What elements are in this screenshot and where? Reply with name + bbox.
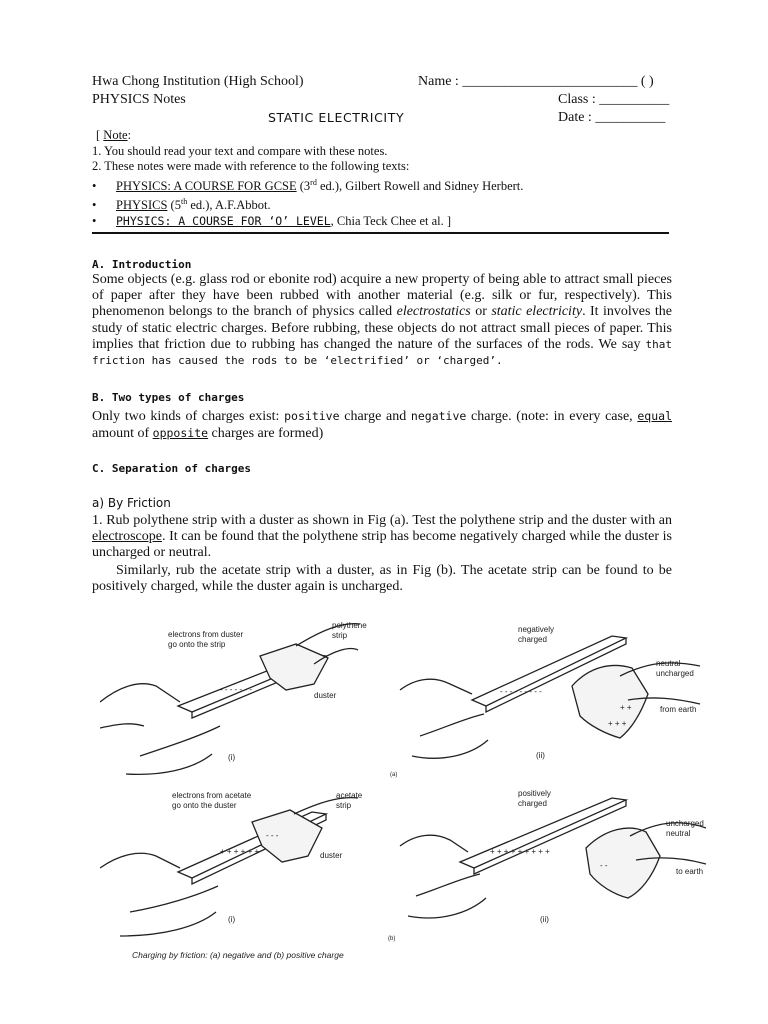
term-equal: equal — [637, 409, 672, 423]
reference-2: • PHYSICS (5th ed.), A.F.Abbot. — [92, 197, 271, 213]
text-run: charge. (note: in every case, — [466, 409, 638, 424]
label-positively: positively — [518, 789, 551, 798]
divider — [92, 232, 669, 234]
note-colon: : — [127, 128, 132, 142]
reference-text: ed.), Gilbert Rowell and Sidney Herbert. — [316, 178, 524, 193]
label-electrons-from-duster-2: go onto the strip — [168, 640, 226, 649]
reference-title: PHYSICS: A COURSE FOR ‘O’ LEVEL — [116, 213, 331, 228]
reference-title: PHYSICS: A COURSE FOR GCSE — [116, 178, 297, 193]
subsection-friction: a) By Friction — [92, 496, 171, 510]
note-item-2: 2. These notes were made with reference to the following texts: — [92, 159, 410, 173]
notes-block — [92, 128, 672, 229]
section-c-paragraph-2: Similarly, rub the acetate strip with a duster, as in Fig (b). The acetate strip can be found to be positively charged, while the duster again is uncharged. — [92, 563, 672, 595]
term-negative: negative — [410, 409, 467, 423]
section-a-paragraph — [92, 272, 672, 369]
charging-by-friction-figure — [100, 606, 712, 976]
label-to-earth: to earth — [676, 867, 704, 876]
term-static-electricity: static electricity — [491, 304, 583, 320]
figure-b-ii-drawing — [400, 798, 706, 918]
svg-text:+ + +: + + + — [608, 719, 627, 728]
note-label: Note — [103, 128, 128, 142]
label-acetate-strip: strip — [336, 801, 352, 810]
label-uncharged-b: uncharged — [666, 819, 704, 828]
text-run: or — [470, 304, 492, 320]
label-polythene: polythene — [332, 621, 367, 630]
text-run: 1. Rub polythene strip with a duster as shown in Fig (a). Test the polythene strip and the duster with an — [92, 513, 672, 528]
label-electrons-from-acetate: electrons from acetate — [172, 791, 252, 800]
term-opposite: opposite — [152, 426, 209, 441]
fig-a-i-number: (i) — [228, 753, 236, 762]
fig-a-ii-number: (ii) — [536, 751, 545, 760]
page-title: STATIC ELECTRICITY — [268, 110, 405, 125]
fig-b-ii-number: (ii) — [540, 915, 549, 924]
reference-text: (3 — [296, 178, 311, 193]
fig-a-tag: (a) — [390, 772, 398, 778]
text-run: amount of — [92, 426, 153, 442]
term-positive: positive — [284, 409, 340, 423]
section-b-heading: B. Two types of charges — [92, 391, 245, 404]
fig-b-tag: (b) — [388, 936, 396, 942]
label-duster-b: duster — [320, 851, 343, 860]
date-field-label: Date : __________ — [558, 110, 666, 125]
section-c-heading: C. Separation of charges — [92, 462, 251, 475]
superscript: th — [180, 197, 188, 207]
fig-b-i-number: (i) — [228, 915, 236, 924]
svg-text:+ +: + + — [620, 703, 632, 712]
note-bracket: [ — [96, 128, 104, 142]
svg-text:+ + + + + +: + + + + + + — [220, 847, 260, 856]
label-electrons-from-duster: electrons from duster — [168, 630, 244, 639]
label-acetate: acetate — [336, 791, 363, 800]
reference-text: , Chia Teck Chee et al. ] — [330, 213, 452, 228]
reference-1: • PHYSICS: A COURSE FOR GCSE (3rd ed.), Gilbert Rowell and Sidney Herbert. — [92, 177, 524, 193]
reference-text: ed.), A.F.Abbot. — [187, 198, 271, 213]
svg-text:- -: - - — [600, 861, 608, 870]
svg-text:- - - - - - -: - - - - - - - — [220, 685, 252, 694]
svg-text:- - - - - - - - -: - - - - - - - - - — [500, 687, 542, 696]
section-a-heading: A. Introduction — [92, 258, 192, 271]
label-neutral-b: neutral — [666, 829, 691, 838]
note-item-1: 1. You should read your text and compare with these notes. — [92, 143, 388, 158]
text-run: Only two kinds of charges exist: — [92, 409, 285, 424]
text-run: Some objects (e.g. glass rod or ebonite rod) acquire a new property of being able to attract small pieces of paper after they have been rubbed with another material (e.g. silk or fur, respectively). This phenomenon belongs to the branch of physics called — [92, 272, 672, 320]
term-electroscope: electroscope — [92, 529, 162, 545]
text-run: . It can be found that the polythene strip has become negatively charged while the duster is uncharged or neutral. — [92, 529, 672, 561]
text-run: charge and — [339, 409, 411, 424]
text-run: charges are formed) — [208, 426, 324, 442]
section-c-paragraph-1 — [92, 513, 672, 562]
subject-label: PHYSICS Notes — [92, 92, 186, 107]
term-electrostatics: electrostatics — [396, 304, 471, 320]
svg-text:+ + + + + + + + +: + + + + + + + + + — [490, 847, 550, 856]
label-positively-charged: charged — [518, 799, 547, 808]
label-from-earth: from earth — [660, 705, 697, 714]
class-field-label: Class : __________ — [558, 92, 670, 107]
label-negatively-charged: charged — [518, 635, 547, 644]
reference-text: (5 — [167, 198, 181, 213]
label-neutral: neutral — [656, 659, 681, 668]
label-negatively: negatively — [518, 625, 555, 634]
label-polythene-strip: strip — [332, 631, 348, 640]
reference-3: • PHYSICS: A COURSE FOR ‘O’ LEVEL, Chia Teck Chee et al. ] — [92, 213, 452, 228]
figure-a-ii-drawing — [400, 636, 700, 758]
text-run: . It involves the study of static electric charges. Before rubbing, these objects do not attract small pieces of paper. This implies that friction due to rubbing has changed the nature of the surfaces of the rods. We say — [92, 304, 672, 352]
section-b-paragraph — [92, 408, 672, 442]
name-field-label: Name : _________________________ ( ) — [418, 74, 654, 89]
text-run-typewriter: that friction has caused the rods to be ‘electrified’ or ‘charged’. — [92, 337, 672, 368]
label-uncharged: uncharged — [656, 669, 694, 678]
superscript: rd — [310, 177, 317, 187]
school-name: Hwa Chong Institution (High School) — [92, 74, 304, 89]
label-duster-a: duster — [314, 691, 337, 700]
svg-text:- - -: - - - — [266, 831, 279, 840]
figure-caption: Charging by friction: (a) negative and (b) positive charge — [132, 950, 344, 960]
reference-title: PHYSICS — [116, 198, 168, 213]
label-electrons-from-acetate-2: go onto the duster — [172, 801, 237, 810]
